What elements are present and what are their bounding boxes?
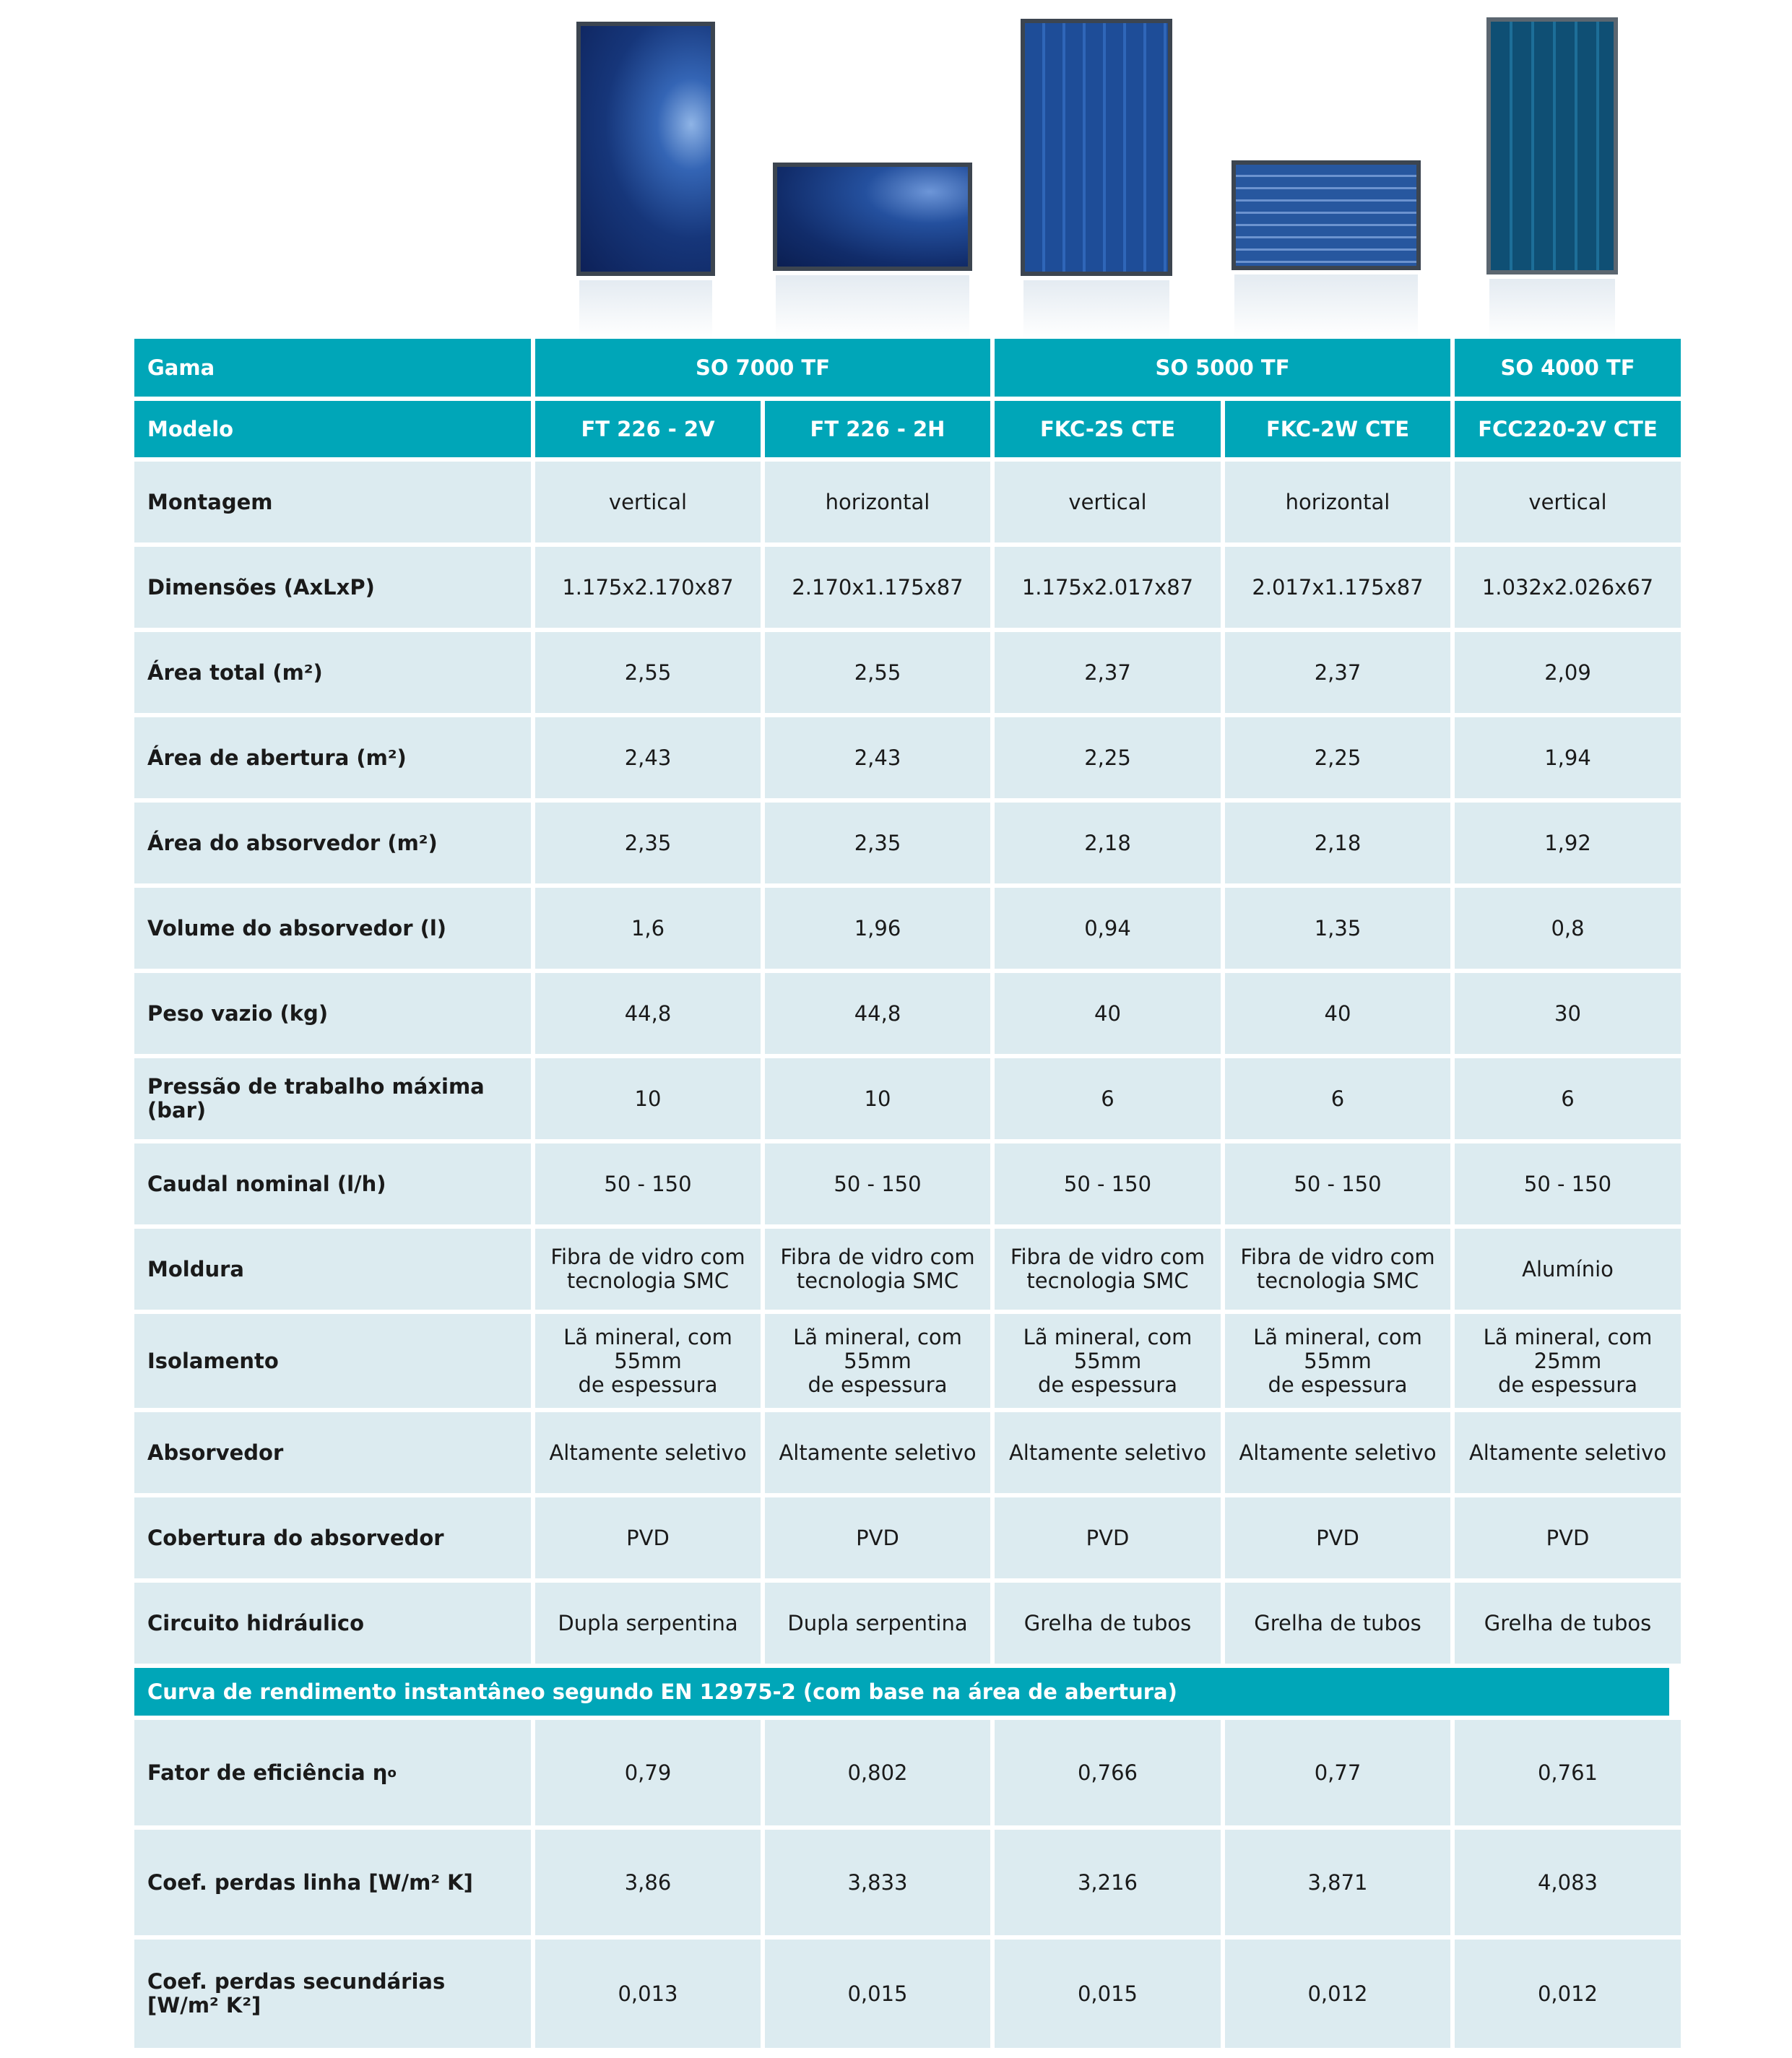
table-cell: Altamente seletivo [995,1412,1221,1493]
spec-row [134,1229,1669,1310]
solar-panel-fkc-2s-image [1021,19,1172,276]
table-cell: PVD [535,1497,761,1578]
table-cell: Altamente seletivo [1455,1412,1681,1493]
row-label-text: Absorvedor [147,1440,284,1465]
row-label-subscript: o [387,1765,397,1781]
table-cell: 50 - 150 [535,1143,761,1224]
table-cell: Lã mineral, com 55mm de espessura [1225,1314,1450,1408]
table-cell: Dupla serpentina [765,1583,990,1664]
spec-row [134,1497,1669,1578]
panel-reflection [579,280,712,338]
spec-row [134,803,1669,883]
table-cell: 0,94 [995,888,1221,969]
table-cell: 1.175x2.017x87 [995,547,1221,628]
table-cell: 2.017x1.175x87 [1225,547,1450,628]
table-cell: 1,6 [535,888,761,969]
table-cell: Grelha de tubos [995,1583,1221,1664]
range-so4000: SO 4000 TF [1455,339,1681,397]
row-label-text: Dimensões (AxLxP) [147,574,375,600]
row-label [134,1830,531,1935]
table-cell: Grelha de tubos [1455,1583,1681,1664]
table-cell: 2,35 [535,803,761,883]
table-cell: 0,802 [765,1720,990,1825]
table-cell: 1,92 [1455,803,1681,883]
spec-row [134,632,1669,713]
table-cell: 0,015 [765,1940,990,2048]
spec-row [134,973,1669,1054]
model-ft226-2h: FT 226 - 2H [765,401,990,457]
table-cell: 40 [1225,973,1450,1054]
specifications-table [134,339,1669,2052]
panel-reflection [1489,279,1615,338]
table-cell: PVD [995,1497,1221,1578]
table-cell: 0,012 [1455,1940,1681,2048]
table-cell: PVD [1455,1497,1681,1578]
table-cell: 0,766 [995,1720,1221,1825]
table-cell: 2,09 [1455,632,1681,713]
row-label-text: Área do absorvedor (m²) [147,830,438,855]
table-cell: Lã mineral, com 55mm de espessura [995,1314,1221,1408]
table-cell: 10 [535,1058,761,1139]
table-cell: 2,18 [1225,803,1450,883]
table-cell: 0,8 [1455,888,1681,969]
row-label [134,1583,531,1664]
row-label [134,632,531,713]
table-cell: 2,55 [535,632,761,713]
row-label [134,1143,531,1224]
table-cell: 0,761 [1455,1720,1681,1825]
table-cell: Lã mineral, com 25mm de espessura [1455,1314,1681,1408]
row-label-text: Cobertura do absorvedor [147,1525,444,1550]
modelo-header-row [134,401,1669,457]
row-label-text: Pressão de trabalho máxima (bar) [147,1074,485,1123]
spec-row [134,1314,1669,1408]
table-cell: Fibra de vidro com tecnologia SMC [535,1229,761,1310]
table-cell: 30 [1455,973,1681,1054]
table-cell: 44,8 [535,973,761,1054]
table-cell: 50 - 150 [995,1143,1221,1224]
row-label [134,1412,531,1493]
table-cell: 2.170x1.175x87 [765,547,990,628]
row-label [134,1058,531,1139]
table-cell: 1.032x2.026x67 [1455,547,1681,628]
table-cell: PVD [1225,1497,1450,1578]
solar-panel-ft226-2v-image [576,22,715,276]
table-cell: 50 - 150 [1225,1143,1450,1224]
table-cell: Grelha de tubos [1225,1583,1450,1664]
table-cell: Lã mineral, com 55mm de espessura [535,1314,761,1408]
solar-panel-fcc220-2v-image [1486,17,1618,274]
table-cell: 3,871 [1225,1830,1450,1935]
spec-row [134,1583,1669,1664]
table-cell: 1.175x2.170x87 [535,547,761,628]
table-cell: vertical [1455,462,1681,542]
modelo-label: Modelo [134,401,531,457]
row-label-text: Isolamento [147,1348,279,1373]
row-label [134,1497,531,1578]
table-cell: 3,833 [765,1830,990,1935]
range-so7000: SO 7000 TF [535,339,990,397]
efficiency-row [134,1940,1669,2048]
table-cell: PVD [765,1497,990,1578]
table-cell: 3,86 [535,1830,761,1935]
table-cell: 0,77 [1225,1720,1450,1825]
model-fkc-2w: FKC-2W CTE [1225,401,1450,457]
panel-reflection [1234,274,1418,337]
table-cell: 2,25 [995,717,1221,798]
table-cell: 2,18 [995,803,1221,883]
model-fkc-2s: FKC-2S CTE [995,401,1221,457]
table-cell: Dupla serpentina [535,1583,761,1664]
panel-reflection [1023,280,1169,338]
row-label [134,1229,531,1310]
gama-header-row [134,339,1669,397]
model-ft226-2v: FT 226 - 2V [535,401,761,457]
table-cell: Altamente seletivo [1225,1412,1450,1493]
table-cell: vertical [535,462,761,542]
row-label [134,547,531,628]
row-label [134,717,531,798]
row-label [134,973,531,1054]
table-cell: Alumínio [1455,1229,1681,1310]
row-label-text: Montagem [147,489,273,514]
row-label-text: Moldura [147,1256,244,1281]
table-cell: 1,35 [1225,888,1450,969]
table-cell: 40 [995,973,1221,1054]
table-cell: 2,43 [535,717,761,798]
table-cell: 50 - 150 [1455,1143,1681,1224]
range-so5000: SO 5000 TF [995,339,1450,397]
table-cell: 4,083 [1455,1830,1681,1935]
row-label-text: Fator de eficiência η [147,1760,388,1785]
table-cell: 2,37 [1225,632,1450,713]
row-label [134,462,531,542]
row-label-text: Peso vazio (kg) [147,1000,329,1026]
table-cell: 2,43 [765,717,990,798]
table-cell: 6 [1455,1058,1681,1139]
table-cell: 0,012 [1225,1940,1450,2048]
row-label-text: Coef. perdas linha [W/m² K] [147,1869,473,1895]
efficiency-row [134,1830,1669,1935]
table-cell: 44,8 [765,973,990,1054]
table-cell: 2,35 [765,803,990,883]
row-label-text: Área total (m²) [147,660,323,685]
table-cell: Fibra de vidro com tecnologia SMC [1225,1229,1450,1310]
spec-row [134,1412,1669,1493]
efficiency-row [134,1720,1669,1825]
spec-row [134,462,1669,542]
panel-reflection [776,275,969,337]
table-cell: horizontal [1225,462,1450,542]
row-label [134,1720,531,1825]
table-cell: Lã mineral, com 55mm de espessura [765,1314,990,1408]
row-label [134,803,531,883]
table-cell: Fibra de vidro com tecnologia SMC [995,1229,1221,1310]
table-cell: 0,015 [995,1940,1221,2048]
row-label [134,1314,531,1408]
row-label-text: Volume do absorvedor (l) [147,915,447,941]
solar-panel-ft226-2h-image [773,163,972,271]
solar-panel-fkc-2w-image [1232,160,1421,270]
table-cell: Altamente seletivo [535,1412,761,1493]
table-cell: 50 - 150 [765,1143,990,1224]
table-cell: 2,55 [765,632,990,713]
table-cell: 6 [995,1058,1221,1139]
table-cell: Fibra de vidro com tecnologia SMC [765,1229,990,1310]
table-cell: 6 [1225,1058,1450,1139]
table-cell: 0,79 [535,1720,761,1825]
spec-row [134,547,1669,628]
table-cell: 0,013 [535,1940,761,2048]
row-label-text: Caudal nominal (l/h) [147,1171,386,1196]
model-fcc220-2v: FCC220-2V CTE [1455,401,1681,457]
spec-row [134,1058,1669,1139]
spec-row [134,1143,1669,1224]
table-cell: Altamente seletivo [765,1412,990,1493]
table-cell: 1,96 [765,888,990,969]
table-cell: horizontal [765,462,990,542]
table-cell: 3,216 [995,1830,1221,1935]
efficiency-section-banner: Curva de rendimento instantâneo segundo EN 12975-2 (com base na área de abertura) [134,1668,1669,1716]
table-cell: 10 [765,1058,990,1139]
row-label-text: Coef. perdas secundárias [W/m² K²] [147,1969,446,2018]
table-cell: 2,25 [1225,717,1450,798]
table-cell: vertical [995,462,1221,542]
row-label [134,888,531,969]
row-label-text: Circuito hidráulico [147,1610,365,1635]
table-cell: 2,37 [995,632,1221,713]
row-label [134,1940,531,2048]
gama-label: Gama [134,339,531,397]
spec-row [134,717,1669,798]
row-label-text: Área de abertura (m²) [147,745,407,770]
table-cell: 1,94 [1455,717,1681,798]
spec-row [134,888,1669,969]
